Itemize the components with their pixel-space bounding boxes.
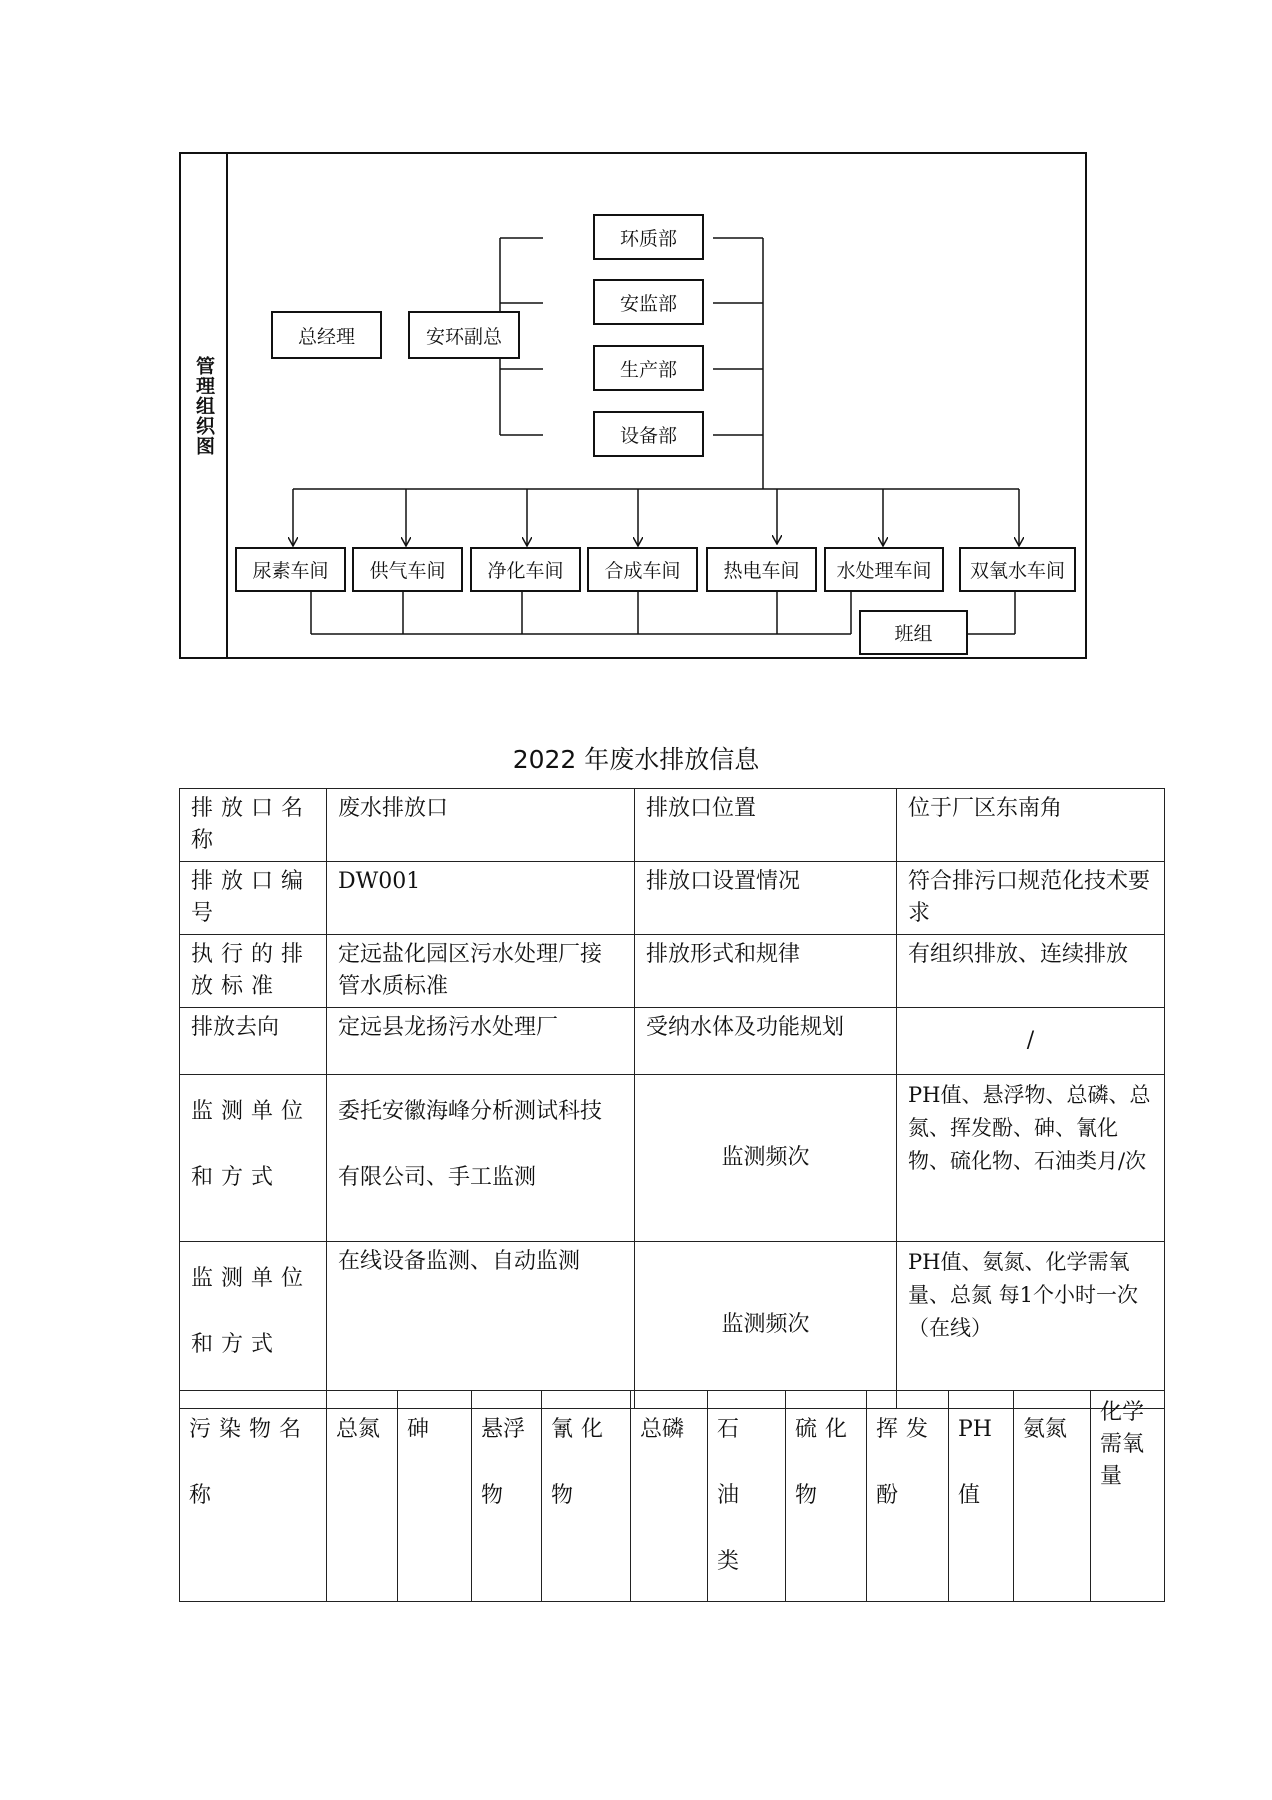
row-value: /: [897, 1008, 1165, 1075]
org-chart: [179, 152, 1087, 659]
row-label: 排放口编号: [180, 862, 327, 935]
department-box: 设备部: [593, 411, 704, 457]
row-label: 排放去向: [180, 1008, 327, 1075]
row-label: 执行的排放标准: [180, 935, 327, 1008]
pollutant-cell: 挥发酚: [867, 1391, 949, 1602]
table-row: [180, 862, 1165, 935]
table-row: [180, 1242, 1165, 1409]
general-manager-box: 总经理: [271, 311, 382, 359]
workshop-box: 热电车间: [706, 547, 817, 592]
pollutant-cell: 悬浮物: [472, 1391, 542, 1602]
pollutant-table: [179, 1390, 1165, 1602]
table-row: [180, 1075, 1165, 1242]
row-label: 排放口名称: [180, 789, 327, 862]
table-row: [180, 789, 1165, 862]
row-value: 定远县龙扬污水处理厂: [327, 1008, 635, 1075]
row-value: PH值、氨氮、化学需氧量、总氮 每1个小时一次（在线）: [897, 1242, 1165, 1409]
row-value: 委托安徽海峰分析测试科技有限公司、手工监测: [327, 1075, 635, 1242]
row-label: 监测单位和方式: [180, 1075, 327, 1242]
pollutant-cell: 砷: [398, 1391, 472, 1602]
row-label: 监测频次: [635, 1242, 897, 1409]
row-label: 排放口位置: [635, 789, 897, 862]
table-row: [180, 1391, 1165, 1602]
pollutant-cell: 硫化物: [786, 1391, 867, 1602]
org-chart-side-label: 管理组织图: [193, 355, 215, 456]
team-box: 班组: [859, 610, 968, 655]
department-box: 生产部: [593, 345, 704, 391]
row-value: 位于厂区东南角: [897, 789, 1165, 862]
workshop-box: 净化车间: [470, 547, 581, 592]
pollutant-header: 污染物名称: [180, 1391, 327, 1602]
row-value: DW001: [327, 862, 635, 935]
pollutant-cell: 氨氮: [1014, 1391, 1091, 1602]
row-label: 监测单位和方式: [180, 1242, 327, 1409]
row-value: 在线设备监测、自动监测: [327, 1242, 635, 1409]
deputy-box: 安环副总: [408, 311, 520, 359]
department-box: 安监部: [593, 279, 704, 325]
table-row: [180, 935, 1165, 1008]
row-value: 有组织排放、连续排放: [897, 935, 1165, 1008]
workshop-box: 水处理车间: [824, 547, 944, 592]
pollutant-cell: 总磷: [631, 1391, 708, 1602]
pollutant-cell: 化学需氧量: [1091, 1391, 1165, 1602]
workshop-box: 双氧水车间: [959, 547, 1076, 592]
department-box: 环质部: [593, 214, 704, 260]
document-title: 2022 年废水排放信息: [512, 745, 760, 774]
row-value: 废水排放口: [327, 789, 635, 862]
row-value: PH值、悬浮物、总磷、总氮、挥发酚、砷、氰化物、硫化物、石油类月/次: [897, 1075, 1165, 1242]
pollutant-cell: PH值: [949, 1391, 1014, 1602]
pollutant-cell: 氰化物: [542, 1391, 631, 1602]
discharge-info-table: [179, 788, 1165, 1409]
table-row: [180, 1008, 1165, 1075]
workshop-box: 供气车间: [352, 547, 463, 592]
row-value: 符合排污口规范化技术要求: [897, 862, 1165, 935]
row-label: 受纳水体及功能规划: [635, 1008, 897, 1075]
workshop-box: 合成车间: [587, 547, 698, 592]
row-label: 监测频次: [635, 1075, 897, 1242]
pollutant-cell: 石油类: [708, 1391, 786, 1602]
pollutant-cell: 总氮: [327, 1391, 398, 1602]
row-label: 排放口设置情况: [635, 862, 897, 935]
row-label: 排放形式和规律: [635, 935, 897, 1008]
row-value: 定远盐化园区污水处理厂接管水质标准: [327, 935, 635, 1008]
workshop-box: 尿素车间: [235, 547, 346, 592]
